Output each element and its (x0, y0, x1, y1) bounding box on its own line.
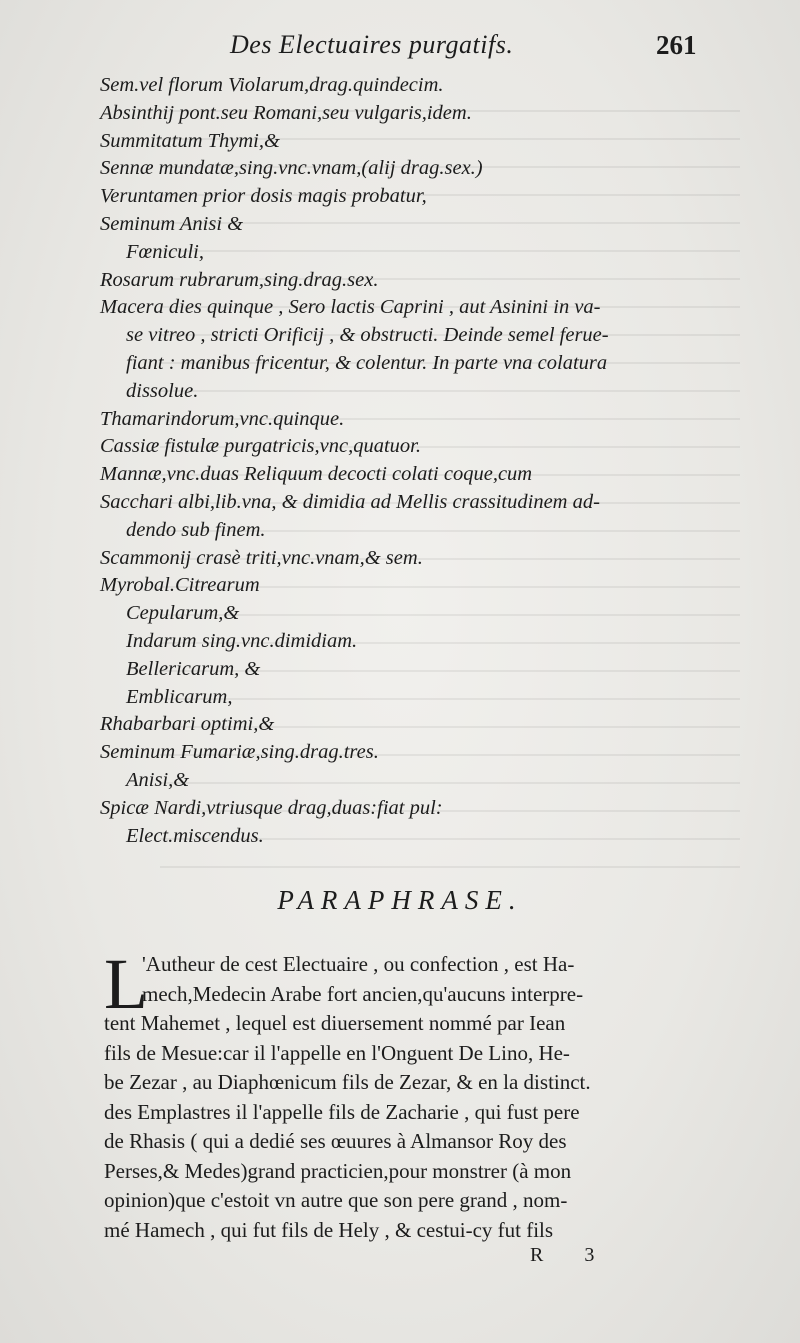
recipe-line: Summitatum Thymi,& (100, 129, 280, 152)
paragraph-line: mech,Medecin Arabe fort ancien,qu'aucuns interpre- (142, 981, 584, 1006)
paragraph-line: opinion)que c'estoit vn autre que son pere grand , nom- (104, 1188, 568, 1212)
recipe-line: Veruntamen prior dosis magis probatur, (100, 185, 427, 208)
recipe-line: Seminum Fumariæ,sing.drag.tres. (100, 741, 379, 764)
paragraph-line: be Zezar , au Diaphœnicum fils de Zezar, & en la distinct. (104, 1070, 591, 1094)
recipe-line: Sennæ mundatæ,sing.vnc.vnam,(alij drag.sex.) (100, 157, 483, 180)
recipe-line: Sacchari albi,lib.vna, & dimidia ad Mellis crassitudinem ad- (100, 490, 600, 513)
recipe-line: Rhabarbari optimi,& (100, 713, 275, 736)
recipe-line: Myrobal.Citrearum (100, 574, 260, 597)
paragraph-line: des Emplastres il l'appelle fils de Zacharie , qui fust pere (104, 1099, 580, 1124)
recipe-line: Rosarum rubrarum,sing.drag.sex. (100, 268, 379, 291)
paragraph-line: mé Hamech , qui fut fils de Hely , & cestui-cy fut fils (104, 1217, 554, 1242)
paraphrase-paragraph (104, 944, 724, 1245)
recipe-line: Spicæ Nardi,vtriusque drag,duas:fiat pul: (100, 796, 443, 819)
recipe-line: Anisi,& (126, 768, 190, 791)
recipe-line: Emblicarum, (126, 685, 233, 708)
paragraph-line: fils de Mesue:car il l'appelle en l'Onguent De Lino, He- (104, 1040, 570, 1065)
paragraph-line: tent Mahemet , lequel est diuersement nommé par Iean (104, 1011, 566, 1035)
recipe-line: Mannæ,vnc.duas Reliquum decocti colati coque,cum (100, 463, 533, 486)
recipe-line: Macera dies quinque , Sero lactis Caprini , aut Asinini in va- (100, 296, 601, 319)
recipe-list (100, 72, 740, 850)
recipe-line: Seminum Anisi & (100, 212, 244, 235)
recipe-line: Elect.miscendus. (126, 824, 264, 847)
recipe-line: Thamarindorum,vnc.quinque. (100, 407, 345, 430)
recipe-line: Sem.vel florum Violarum,drag.quindecim. (100, 74, 444, 96)
recipe-line: dissolue. (126, 379, 199, 402)
recipe-line: Indarum sing.vnc.dimidiam. (126, 629, 358, 652)
recipe-line: Bellericarum, & (126, 657, 261, 680)
recipe-line: Cepularum,& (126, 602, 240, 625)
recipe-line: fiant : manibus fricentur, & colentur. In parte vna colatura (126, 351, 608, 374)
recipe-line: dendo sub finem. (126, 518, 266, 541)
recipe-line: Scammonij crasè triti,vnc.vnam,& sem. (100, 546, 423, 569)
page-number: 261 (656, 30, 697, 60)
recipe-line: Absinthij pont.seu Romani,seu vulgaris,idem. (100, 101, 472, 124)
recipe-line: Cassiæ fistulæ purgatricis,vnc,quatuor. (100, 435, 422, 458)
drop-cap: L (104, 944, 148, 1024)
paragraph-line: Perses,& Medes)grand practicien,pour monstrer (à mon (104, 1158, 572, 1183)
section-heading: PARAPHRASE. (277, 885, 523, 915)
paragraph-line: de Rhasis ( qui a dedié ses œuures à Almansor Roy des (104, 1129, 567, 1153)
recipe-line: se vitreo , stricti Orificij , & obstructi. Deinde semel ferue- (126, 324, 609, 347)
paragraph-line: 'Autheur de cest Electuaire , ou confection , est Ha- (142, 952, 575, 976)
running-header: Des Electuaires purgatifs. (230, 30, 514, 59)
signature-mark: R 3 (530, 1244, 613, 1266)
recipe-line: Fœniculi, (126, 240, 205, 263)
